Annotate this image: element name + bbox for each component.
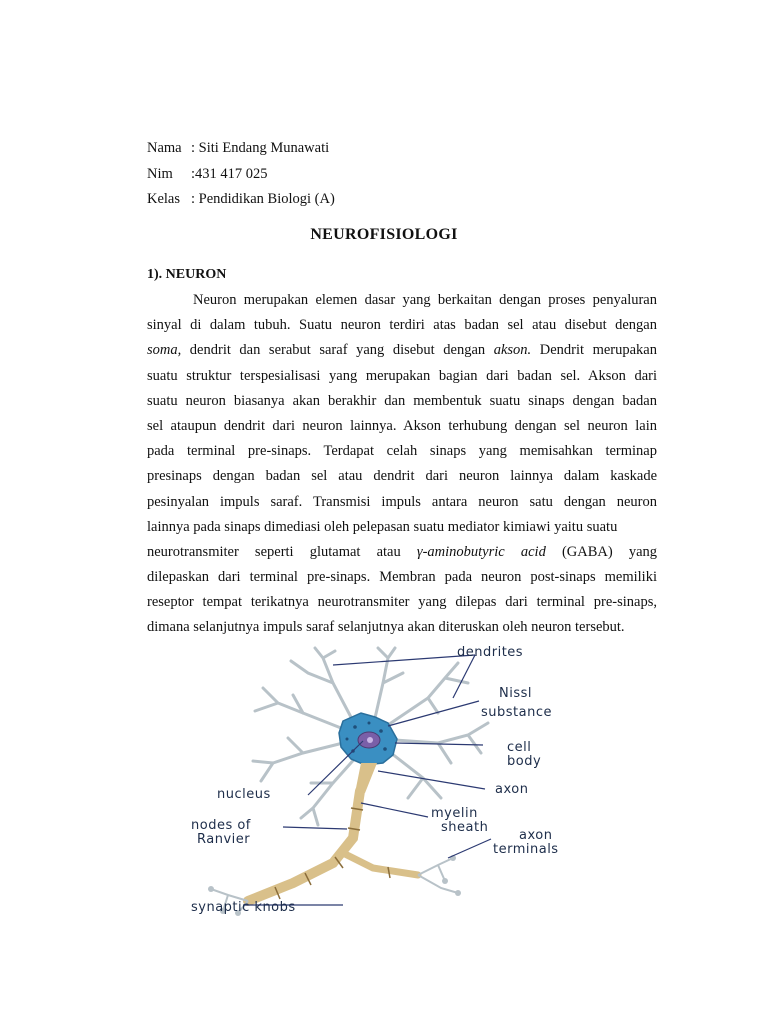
term-akson: akson.: [493, 342, 532, 359]
label-nodes-1: nodes of: [191, 818, 251, 833]
paragraph-line: pesinyalan impuls saraf. Transmisi impuls antara neuron satu dengan neuron: [147, 493, 657, 510]
nucleolus-shape: [367, 737, 373, 743]
label-nodes-2: Ranvier: [197, 832, 251, 847]
paragraph-line: Neuron merupakan elemen dasar yang berkaitan dengan proses penyaluran: [193, 292, 657, 308]
label-cell-2: body: [507, 754, 542, 769]
student-nim-row: [147, 164, 268, 184]
label-myelin-1: myelin: [431, 806, 478, 821]
class-label: Kelas: [147, 191, 181, 207]
label-cell-1: cell: [507, 740, 532, 755]
paragraph-fragment: neurotransmiter seperti glutamat atau: [147, 543, 417, 560]
label-nissl-1: Nissl: [499, 686, 532, 701]
paragraph-line: sel ataupun dendrit dari neuron lainnya. Akson terhubung dengan sel neuron lain: [147, 417, 657, 434]
section-heading: 1). NEURON: [147, 267, 227, 282]
paragraph-line: dilepaskan dari terminal pre-sinaps. Membran pada neuron post-sinaps memiliki: [147, 569, 657, 586]
nim-value: :431 417 025: [191, 166, 268, 182]
name-label: Nama: [147, 140, 182, 156]
paragraph-fragment: dendrit dan serabut saraf yang disebut dengan: [181, 342, 494, 359]
paragraph-fragment: (GABA) yang: [545, 543, 658, 560]
neuron-illustration: [183, 643, 598, 918]
term-gaba: γ-aminobutyric acid: [416, 543, 546, 560]
paragraph-line: pada terminal pre-sinaps. Terdapat celah sinaps yang memisahkan terminap: [147, 443, 657, 460]
paragraph-line: reseptor tempat terikatnya neurotransmiter yang dilepas dari terminal pre-sinaps,: [147, 594, 657, 611]
label-axon: axon: [495, 782, 529, 797]
paragraph-fragment: Dendrit merupakan: [531, 342, 657, 359]
term-soma: soma,: [147, 342, 182, 359]
paragraph-line: suatu neuron biasanya akan berakhir dan membentuk suatu sinaps dengan badan: [147, 392, 657, 409]
axon-branch-shape: [343, 853, 418, 875]
label-myelin-2: sheath: [441, 820, 489, 835]
student-class-row: [147, 189, 335, 209]
paragraph-line: sinyal di dalam tubuh. Suatu neuron terdiri atas badan sel atau disebut dengan: [147, 317, 657, 334]
label-synaptic-knobs: synaptic knobs: [191, 900, 296, 915]
label-nucleus: nucleus: [217, 787, 271, 802]
student-name-row: [147, 138, 329, 158]
neuron-diagram: [183, 643, 598, 918]
paragraph-line: presinaps dengan badan sel atau dendrit dari neuron lainnya dalam kaskade: [147, 468, 657, 485]
label-dendrites: dendrites: [457, 645, 524, 660]
axon-myelin-shape: [248, 791, 360, 901]
paragraph-line: lainnya pada sinaps dimediasi oleh pelepasan suatu mediator kimiawi yaitu suatu: [147, 518, 618, 535]
label-terminals-1: axon: [519, 828, 553, 843]
paragraph-line: dimana selanjutnya impuls saraf selanjutnya akan diteruskan oleh neuron tersebut.: [147, 619, 625, 636]
label-terminals-2: terminals: [493, 842, 559, 857]
document-title: NEUROFISIOLOGI: [310, 226, 458, 243]
label-nissl-2: substance: [481, 705, 552, 720]
paragraph-line: [147, 540, 657, 565]
nim-label: Nim: [147, 166, 173, 182]
paragraph-line: suatu struktur terspesialisasi yang merupakan bagian dari badan sel. Akson dari: [147, 367, 657, 384]
body-paragraph: [147, 288, 657, 641]
name-value: : Siti Endang Munawati: [191, 140, 330, 156]
class-value: : Pendidikan Biologi (A): [191, 191, 335, 207]
paragraph-line: [147, 338, 657, 363]
